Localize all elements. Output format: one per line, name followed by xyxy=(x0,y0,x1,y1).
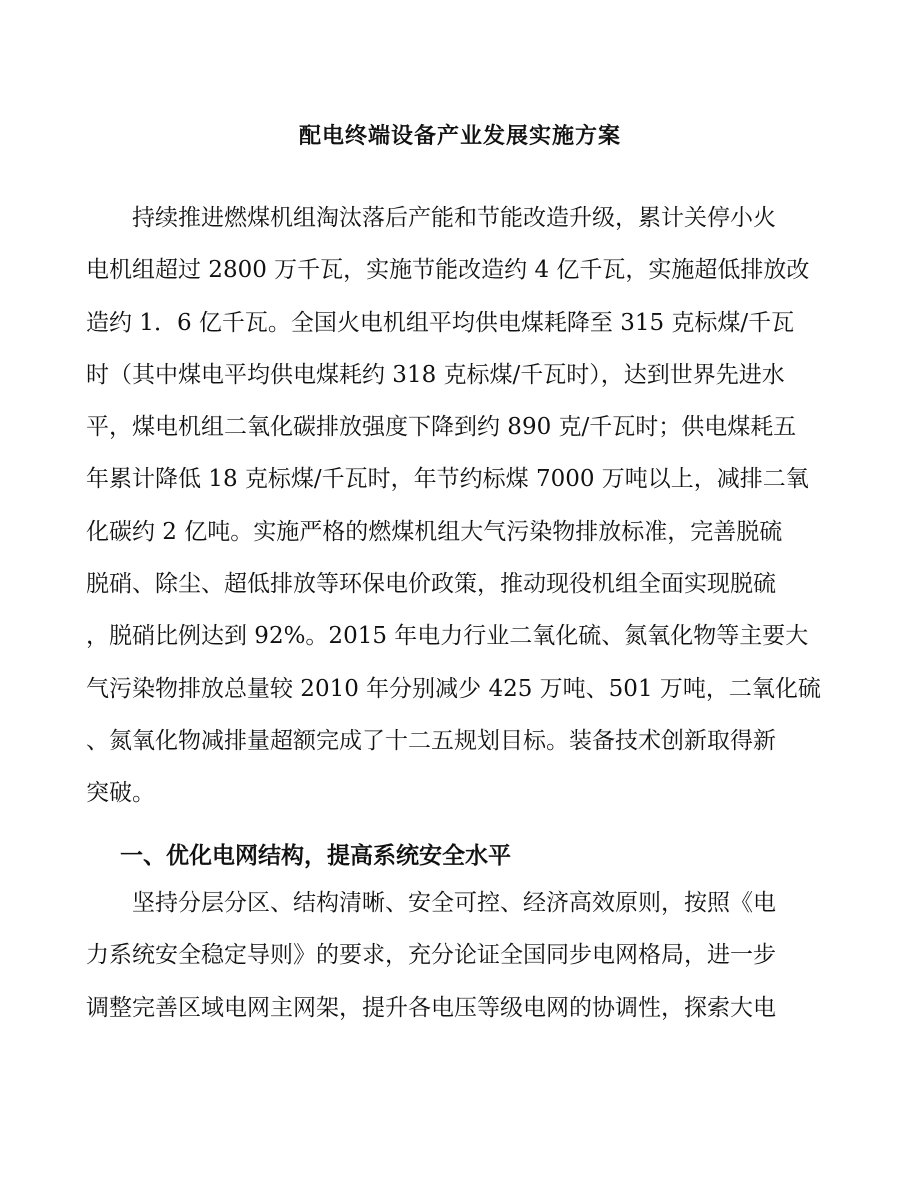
text-line: 平，煤电机组二氧化碳排放强度下降到约 890 克/千瓦时；供电煤耗五 xyxy=(86,414,797,441)
text-line: 力系统安全稳定导则》的要求，充分论证全国同步电网格局，进一步 xyxy=(86,942,776,969)
text-line: 化碳约 2 亿吨。实施严格的燃煤机组大气污染物排放标准，完善脱硫 xyxy=(86,518,783,545)
body-paragraph-1 xyxy=(86,192,828,820)
text-line: 造约 1．6 亿千瓦。全国火电机组平均供电煤耗降至 315 克标煤/千瓦 xyxy=(86,309,795,336)
body-paragraph-2 xyxy=(86,877,828,1034)
text-line: ，脱硝比例达到 92%。2015 年电力行业二氧化硫、氮氧化物等主要大 xyxy=(86,623,809,650)
text-line: 电机组超过 2800 万千瓦，实施节能改造约 4 亿千瓦，实施超低排放改 xyxy=(86,257,810,284)
text-line: 气污染物排放总量较 2010 年分别减少 425 万吨、501 万吨，二氧化硫 xyxy=(86,675,821,702)
document-title: 配电终端设备产业发展实施方案 xyxy=(298,123,621,149)
text-line: 脱硝、除尘、超低排放等环保电价政策，推动现役机组全面实现脱硫 xyxy=(86,571,776,598)
text-line: 调整完善区域电网主网架，提升各电压等级电网的协调性，探索大电 xyxy=(86,994,776,1021)
section-heading-1: 一、优化电网结构，提高系统安全水平 xyxy=(120,842,511,869)
text-line: 持续推进燃煤机组淘汰落后产能和节能改造升级，累计关停小火 xyxy=(86,205,776,231)
text-line: 年累计降低 18 克标煤/千瓦时，年节约标煤 7000 万吨以上，减排二氧 xyxy=(86,466,809,493)
text-line: 时（其中煤电平均供电煤耗约 318 克标煤/千瓦时），达到世界先进水 xyxy=(86,361,785,388)
text-line: 坚持分层分区、结构清晰、安全可控、经济高效原则，按照《电 xyxy=(86,890,776,916)
text-line: 、氮氧化物减排量超额完成了十二五规划目标。装备技术创新取得新 xyxy=(86,727,776,754)
text-line: 突破。 xyxy=(86,780,155,807)
